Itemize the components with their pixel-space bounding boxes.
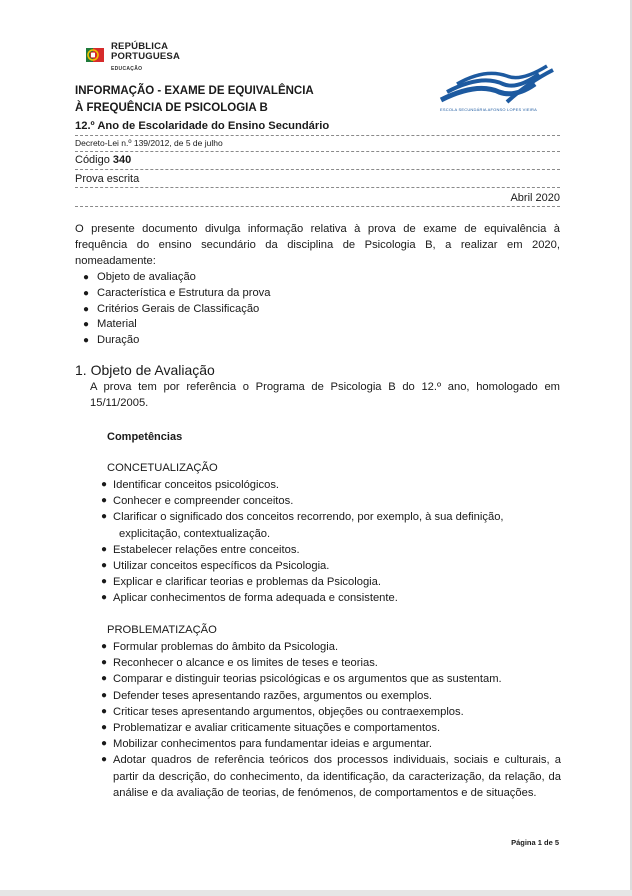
list-item: ● Característica e Estrutura da prova: [83, 286, 271, 299]
problematizacao-heading: PROBLEMATIZAÇÃO: [107, 624, 217, 636]
list-item: ● Defender teses apresentando razões, argumentos ou exemplos.: [101, 689, 433, 702]
republica-text: REPÚBLICA PORTUGUESA: [111, 41, 181, 62]
section-paragraph: A prova tem por referência o Programa de Psicologia B do 12.º ano, homologado em 15/11/2005.: [90, 381, 560, 409]
decreto-lei: Decreto-Lei n.º 139/2012, de 5 de julho: [75, 138, 223, 148]
page-number: Página 1 de 5: [511, 838, 559, 847]
school-logo: [437, 62, 557, 120]
list-item: ● Duração: [83, 334, 140, 347]
concetualizacao-list: [101, 477, 561, 607]
document-title-line1: INFORMAÇÃO - EXAME DE EQUIVALÊNCIA: [75, 85, 314, 97]
school-name: ESCOLA SECUNDÁRIA AFONSO LOPES VIEIRA: [440, 107, 537, 112]
list-item: ● Problematizar e avaliar criticamente situações e comportamentos.: [101, 722, 441, 735]
portugal-emblem-icon: [84, 42, 106, 70]
divider: [75, 135, 560, 136]
divider: [75, 206, 560, 207]
intro-list: [75, 270, 475, 349]
republica-portuguesa-logo: [84, 42, 204, 78]
list-item: ● Comparar e distinguir teorias psicológicas e os argumentos que as sustentam.: [101, 673, 502, 686]
list-item: ● Critérios Gerais de Classificação: [83, 302, 260, 315]
list-item: ● Formular problemas do âmbito da Psicologia.: [101, 641, 339, 653]
document-title-line2: À FREQUÊNCIA DE PSICOLOGIA B: [75, 102, 268, 114]
school-waves-icon: [437, 62, 557, 106]
list-item: ● Conhecer e compreender conceitos.: [101, 495, 294, 508]
codigo-value: 340: [112, 154, 132, 166]
list-item: ● Estabelecer relações entre conceitos.: [101, 543, 300, 556]
intro-paragraph: O presente documento divulga informação relativa à prova de exame de equivalência à frequência do ensino secundário da disciplina de Psicologia B, a realizar em 2020, nomeadamente:: [75, 223, 560, 267]
section-heading: 1. Objeto de Avaliação: [75, 362, 215, 378]
list-item: ● Objeto de avaliação: [83, 271, 196, 283]
competencias-heading: Competências: [107, 431, 183, 443]
divider: [75, 169, 560, 170]
list-item: ● Utilizar conceitos específicos da Psicologia.: [101, 560, 330, 573]
list-item: ● Reconhecer o alcance e os limites de teses e teorias.: [101, 657, 378, 670]
list-item: ● Explicar e clarificar teorias e problemas da Psicologia.: [101, 576, 381, 589]
list-item: ● Material: [83, 318, 137, 331]
codigo-label: Código: [75, 154, 110, 166]
list-item: ● Aplicar conhecimentos de forma adequada e consistente.: [101, 592, 398, 605]
divider: [75, 187, 560, 188]
problematizacao-list: [101, 639, 561, 801]
list-item: ● Mobilizar conhecimentos para fundamentar ideias e argumentar.: [101, 738, 433, 751]
ano-escolaridade: 12.º Ano de Escolaridade do Ensino Secundário: [75, 120, 330, 132]
data-documento: Abril 2020: [510, 192, 560, 204]
page-edge: [0, 890, 632, 896]
list-item: ● Adotar quadros de referência teóricos dos processos individuais, sociais e culturais, a partir da descrição, do conhecimento, da identificação, da caracterização, da relação, da análise e da avaliação de teorias, de fenómenos, de comportamentos e de situações.: [101, 754, 561, 799]
list-item: ● Criticar teses apresentando argumentos, objeções ou contraexemplos.: [101, 705, 464, 718]
educacao-text: EDUCAÇÃO: [111, 66, 143, 72]
list-item: ● Clarificar o significado dos conceitos recorrendo, por exemplo, à sua definição, explicitação, contextualização.: [101, 511, 504, 540]
codigo-prova: [75, 154, 560, 166]
concetualizacao-heading: CONCETUALIZAÇÃO: [107, 462, 218, 474]
tipo-prova: Prova escrita: [75, 173, 140, 185]
list-item: ● Identificar conceitos psicológicos.: [101, 479, 280, 491]
divider: [75, 151, 560, 152]
